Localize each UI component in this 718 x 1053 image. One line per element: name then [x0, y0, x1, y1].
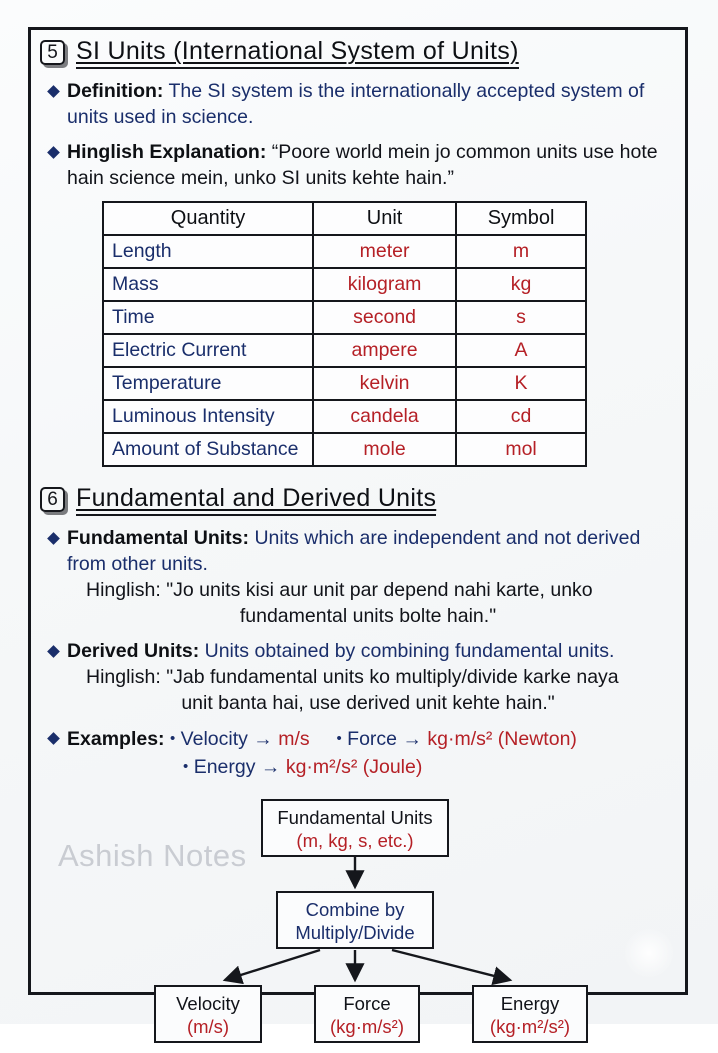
section-6-header [40, 483, 680, 516]
cell-symbol: A [456, 334, 586, 367]
example-unit-velocity: m/s [278, 728, 310, 750]
examples-block [67, 725, 577, 781]
flow-box-energy-title: Energy [500, 993, 560, 1014]
arrow-combine-to-velocity [225, 950, 320, 980]
flow-box-velocity [154, 985, 262, 1043]
diamond-bullet-icon [47, 645, 60, 658]
example-name-energy: Energy [193, 756, 256, 778]
flow-box-combine-line2: Multiply/Divide [295, 922, 415, 943]
cell-symbol: kg [456, 268, 586, 301]
derived-hinglish-label: Hinglish: [86, 666, 161, 688]
flow-box-force [314, 985, 420, 1043]
section-6-title: Fundamental and Derived Units [76, 483, 436, 516]
diamond-bullet-icon [47, 532, 60, 545]
derived-units-label: Derived Units: [67, 640, 200, 662]
table-header-symbol: Symbol [456, 202, 586, 235]
fundamental-hinglish-line2: fundamental units bolte hain." [239, 605, 497, 627]
table-row [103, 367, 586, 400]
example-arrow-energy: → [260, 756, 281, 778]
fundamental-units-label: Fundamental Units: [67, 527, 250, 549]
cell-symbol: m [456, 235, 586, 268]
cell-quantity: Time [103, 301, 313, 334]
table-row [103, 400, 586, 433]
section-number-badge-5: 5 [40, 40, 65, 65]
flow-box-fundamental-title: Fundamental Units [277, 807, 433, 828]
cell-unit: kilogram [313, 268, 456, 301]
cell-unit: ampere [313, 334, 456, 367]
derived-units-body: Units obtained by combining fundamental units. [204, 640, 615, 662]
cell-quantity: Length [103, 235, 313, 268]
table-row [103, 235, 586, 268]
flow-box-energy [472, 985, 588, 1043]
hinglish-explanation-body: “Poore world mein jo common units use hote hain science mein, unko SI units kehte hain.” [67, 141, 658, 189]
flow-box-velocity-sub: (m/s) [186, 1016, 230, 1037]
section-5-header [40, 36, 680, 69]
diamond-bullet-icon [47, 732, 60, 745]
table-row [103, 334, 586, 367]
flow-box-force-sub: (kg·m/s²) [330, 1016, 404, 1037]
definition-body: The SI system is the internationally accepted system of units used in science. [67, 80, 645, 128]
table-row [103, 433, 586, 466]
cell-quantity: Luminous Intensity [103, 400, 313, 433]
hinglish-explanation-bullet [40, 139, 680, 191]
cell-unit: candela [313, 400, 456, 433]
derived-hinglish-line2: unit banta hai, use derived unit kehte hain." [181, 692, 555, 714]
definition-bullet [40, 78, 680, 130]
hinglish-explanation-block [67, 139, 680, 191]
si-units-table [102, 201, 587, 467]
cell-quantity: Electric Current [103, 334, 313, 367]
examples-line-1 [67, 725, 577, 753]
fundamental-units-body: Units which are independent and not derived from other units. [67, 527, 641, 575]
flow-box-combine-line1: Combine by [305, 899, 405, 920]
examples-label: Examples: [67, 728, 165, 750]
section-5-title: SI Units (International System of Units) [76, 36, 519, 69]
table-row [103, 301, 586, 334]
flow-box-energy-sub: (kg·m²/s²) [489, 1016, 571, 1037]
table-header-row [103, 202, 586, 235]
flow-box-fundamental-sub: (m, kg, s, etc.) [296, 830, 414, 851]
example-arrow-force: → [402, 728, 422, 750]
cell-quantity: Mass [103, 268, 313, 301]
examples-bullet [40, 725, 680, 781]
example-alias-force: (Newton) [497, 728, 577, 750]
inline-dot-icon: • [336, 730, 342, 747]
example-alias-energy: (Joule) [362, 756, 423, 778]
derived-units-bullet [40, 638, 680, 664]
flow-box-fundamental-units [261, 799, 449, 857]
inline-dot-icon: • [183, 758, 189, 775]
table-row [103, 268, 586, 301]
watermark-label: Ashish Notes [58, 838, 247, 873]
fundamental-units-bullet [40, 525, 680, 577]
definition-text-block [67, 78, 680, 130]
fundamental-hinglish-label: Hinglish: [86, 579, 161, 601]
notes-content [40, 36, 680, 1037]
definition-label: Definition: [67, 80, 164, 102]
example-name-velocity: Velocity [180, 728, 248, 750]
cell-unit: mole [313, 433, 456, 466]
example-unit-force: kg·m/s² [427, 728, 493, 750]
cell-symbol: cd [456, 400, 586, 433]
inline-dot-icon: • [169, 730, 176, 747]
cell-symbol: mol [456, 433, 586, 466]
table-header-quantity: Quantity [103, 202, 313, 235]
fundamental-hinglish-block [86, 577, 680, 629]
arrow-combine-to-energy [392, 950, 510, 980]
cell-unit: meter [313, 235, 456, 268]
flow-box-velocity-title: Velocity [176, 993, 240, 1014]
hinglish-explanation-label: Hinglish Explanation: [67, 141, 267, 163]
derived-hinglish-line1: "Jab fundamental units ko multiply/divide karke naya [166, 666, 619, 688]
fundamental-units-block [67, 525, 680, 577]
fundamental-hinglish-line1: "Jo units kisi aur unit par depend nahi karte, unko [166, 579, 593, 601]
cell-quantity: Temperature [103, 367, 313, 400]
derived-hinglish-block [86, 664, 680, 716]
cell-unit: second [313, 301, 456, 334]
flow-box-combine [276, 891, 434, 949]
examples-line-2 [183, 753, 577, 781]
example-name-force: Force [347, 728, 398, 750]
table-header-unit: Unit [313, 202, 456, 235]
section-number-badge-6: 6 [40, 487, 65, 512]
units-flowchart [40, 793, 680, 1037]
cell-quantity: Amount of Substance [103, 433, 313, 466]
diamond-bullet-icon [47, 85, 60, 98]
cell-symbol: K [456, 367, 586, 400]
cell-symbol: s [456, 301, 586, 334]
cell-unit: kelvin [313, 367, 456, 400]
example-arrow-velocity: → [253, 728, 273, 750]
derived-units-block [67, 638, 614, 664]
example-unit-energy: kg·m²/s² [285, 756, 358, 778]
flow-box-force-title: Force [343, 993, 391, 1014]
diamond-bullet-icon [47, 146, 60, 159]
